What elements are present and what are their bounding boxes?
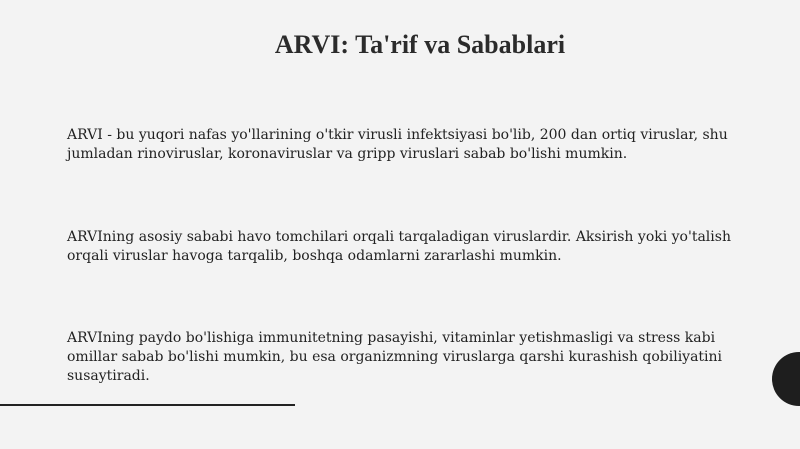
paragraph-main-cause: ARVIning asosiy sababi havo tomchilari orqali tarqaladigan viruslardir. Aksirish yoki yo'talish orqali viruslar havoga tarqalib, boshqa odamlarni zararlashi mumkin. (67, 229, 731, 264)
slide-title: ARVI: Ta'rif va Sabablari (274, 30, 566, 59)
paragraph-definition: ARVI - bu yuqori nafas yo'llarining o'tkir virusli infektsiyasi bo'lib, 200 dan ortiq viruslar, shu jumladan rinoviruslar, koronaviruslar va gripp viruslari sabab bo'lishi mumkin. (67, 127, 728, 162)
decorative-divider-line (0, 404, 295, 406)
paragraph-risk-factors: ARVIning paydo bo'lishiga immunitetning pasayishi, vitaminlar yetishmasligi va stress kabi omillar sabab bo'lishi mumkin, bu esa organizmning viruslarga qarshi kurashish qobiliyatini susaytiradi. (67, 330, 723, 384)
decorative-circle (772, 352, 800, 406)
